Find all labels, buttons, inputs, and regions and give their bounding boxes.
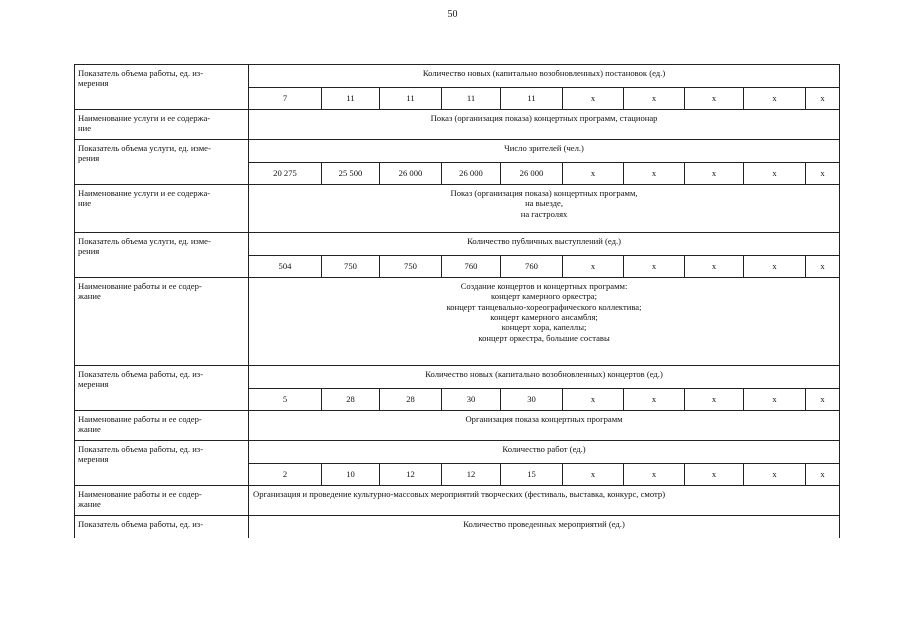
value-cell: х (744, 389, 806, 411)
indicator-header-row (75, 65, 840, 88)
value-cell: 11 (380, 88, 442, 110)
value-cell: 26 000 (501, 163, 563, 185)
value-cell: 760 (501, 256, 563, 278)
description-text: Показ (организация показа) концертных программ, стационар (249, 110, 840, 140)
value-cell: 11 (322, 88, 380, 110)
value-cell: х (624, 163, 685, 185)
value-cell: 15 (501, 464, 563, 486)
value-cell: х (563, 389, 624, 411)
value-cell: х (624, 88, 685, 110)
value-cell: 7 (249, 88, 322, 110)
value-cell: х (624, 389, 685, 411)
value-cell: х (563, 256, 624, 278)
row-label: Наименование услуги и ее содержа- ние (75, 110, 249, 140)
indicator-header: Количество проведенных мероприятий (ед.) (249, 516, 840, 538)
value-cell: 11 (442, 88, 501, 110)
value-cell: 10 (322, 464, 380, 486)
row-label: Наименование работы и ее содер- жание (75, 278, 249, 366)
value-cell: х (685, 88, 744, 110)
value-cell: х (563, 163, 624, 185)
value-cell: 28 (322, 389, 380, 411)
row-label: Показатель объема работы, ед. из- мерения (75, 441, 249, 486)
value-cell: х (685, 464, 744, 486)
value-cell: 504 (249, 256, 322, 278)
value-cell: х (744, 256, 806, 278)
value-cell: х (624, 256, 685, 278)
document-table (74, 64, 840, 538)
value-cell: 11 (501, 88, 563, 110)
indicator-header: Число зрителей (чел.) (249, 140, 840, 163)
indicator-header: Количество новых (капитально возобновленных) концертов (ед.) (249, 366, 840, 389)
row-label: Показатель объема работы, ед. из- мерения (75, 65, 249, 110)
value-cell: 2 (249, 464, 322, 486)
description-text: Показ (организация показа) концертных программ, на выезде, на гастролях (249, 185, 840, 233)
row-label: Показатель объема услуги, ед. изме- рения (75, 140, 249, 185)
indicator-header-row (75, 366, 840, 389)
value-cell: 28 (380, 389, 442, 411)
indicator-header-row (75, 233, 840, 256)
value-cell: х (685, 163, 744, 185)
row-label: Наименование работы и ее содер- жание (75, 486, 249, 516)
value-cell: х (563, 464, 624, 486)
description-row (75, 486, 840, 516)
value-cell: х (685, 389, 744, 411)
indicator-header-row (75, 441, 840, 464)
value-cell: 12 (442, 464, 501, 486)
value-cell: 26 000 (380, 163, 442, 185)
value-cell: х (563, 88, 624, 110)
value-cell: 750 (322, 256, 380, 278)
row-label: Показатель объема работы, ед. из- мерения (75, 366, 249, 411)
value-cell: 30 (501, 389, 563, 411)
value-cell: 760 (442, 256, 501, 278)
indicator-header-row (75, 140, 840, 163)
value-cell: 750 (380, 256, 442, 278)
indicator-header-row (75, 516, 840, 538)
value-cell: 26 000 (442, 163, 501, 185)
description-text: Организация и проведение культурно-массовых мероприятий творческих (фестиваль, выставка, конкурс, смотр) (249, 486, 840, 516)
value-cell: х (806, 256, 840, 278)
indicator-header: Количество работ (ед.) (249, 441, 840, 464)
value-cell: 5 (249, 389, 322, 411)
value-cell: х (806, 464, 840, 486)
description-row (75, 278, 840, 366)
row-label: Наименование услуги и ее содержа- ние (75, 185, 249, 233)
value-cell: х (806, 389, 840, 411)
value-cell: х (806, 163, 840, 185)
value-cell: х (806, 88, 840, 110)
value-cell: х (624, 464, 685, 486)
description-text: Создание концертов и концертных программ: концерт камерного оркестра; концерт танцевально-хореографического коллектива; концерт камерного ансамбля; концерт хора, капеллы; концерт оркестра, большие составы (249, 278, 840, 366)
row-label: Показатель объема работы, ед. из- (75, 516, 249, 538)
value-cell: х (744, 163, 806, 185)
value-cell: х (744, 464, 806, 486)
value-cell: 25 500 (322, 163, 380, 185)
value-cell: 12 (380, 464, 442, 486)
description-text: Организация показа концертных программ (249, 411, 840, 441)
description-row (75, 110, 840, 140)
row-label: Показатель объема услуги, ед. изме- рения (75, 233, 249, 278)
value-cell: 30 (442, 389, 501, 411)
value-cell: х (744, 88, 806, 110)
indicator-header: Количество публичных выступлений (ед.) (249, 233, 840, 256)
value-cell: 20 275 (249, 163, 322, 185)
description-row (75, 411, 840, 441)
indicator-header: Количество новых (капитально возобновленных) постановок (ед.) (249, 65, 840, 88)
row-label: Наименование работы и ее содер- жание (75, 411, 249, 441)
value-cell: х (685, 256, 744, 278)
page-number: 50 (447, 9, 458, 20)
description-row (75, 185, 840, 233)
